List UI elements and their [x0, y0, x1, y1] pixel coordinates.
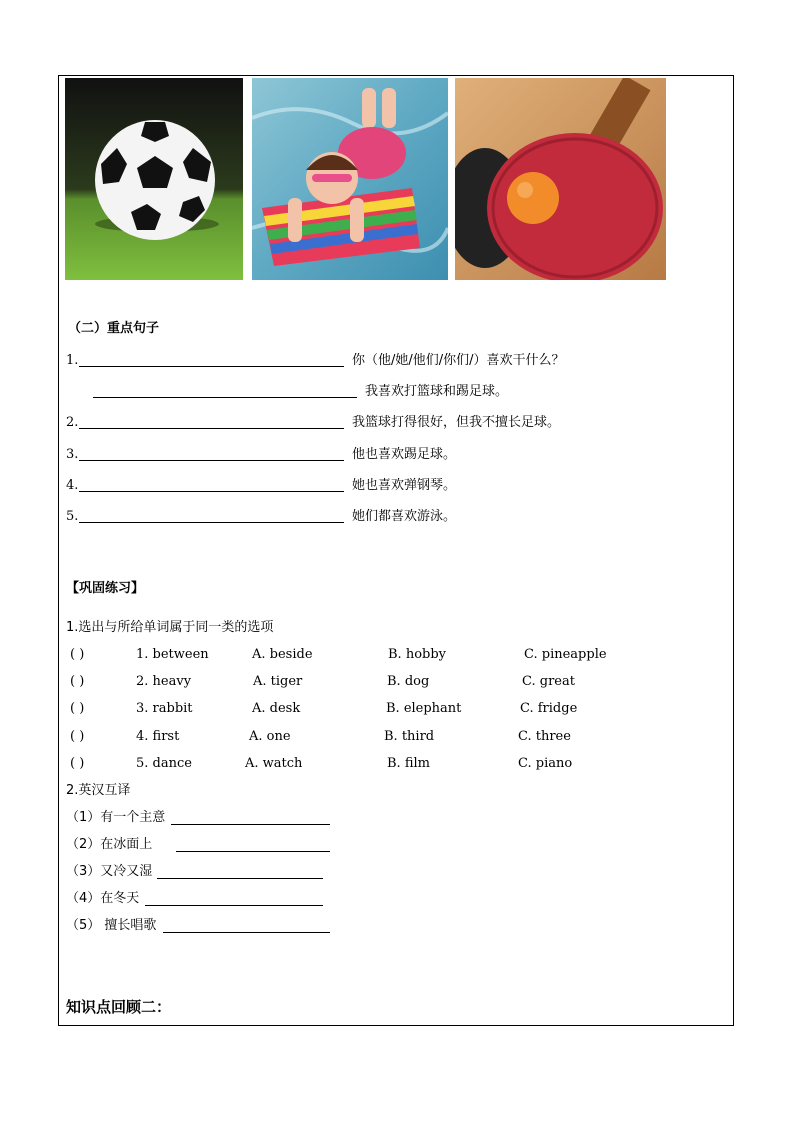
- row-4-question: 4. first: [136, 729, 180, 744]
- sentence-5-chinese: 她们都喜欢游泳。: [352, 509, 457, 524]
- section-1-title: 1.选出与所给单词属于同一类的选项: [66, 620, 274, 635]
- translate-2-label: （2）在冰面上: [66, 837, 153, 852]
- translate-2-blank[interactable]: [176, 851, 330, 852]
- swimming-girl-photo: [252, 78, 448, 280]
- sentence-3-number: 3.: [66, 447, 79, 462]
- row-4-option-a[interactable]: A. one: [249, 729, 291, 744]
- row-5-option-b[interactable]: B. film: [387, 756, 430, 771]
- sentence-2-chinese: 我篮球打得很好，但我不擅长足球。: [352, 415, 561, 430]
- row-3-option-a[interactable]: A. desk: [252, 701, 301, 716]
- translate-3-label: （3）又冷又湿: [66, 864, 153, 879]
- sentence-2-number: 2.: [66, 415, 79, 430]
- row-2-option-a[interactable]: A. tiger: [253, 674, 303, 689]
- sentence-3-blank[interactable]: [79, 460, 344, 461]
- row-1-option-c[interactable]: C. pineapple: [524, 647, 607, 662]
- row-4-option-b[interactable]: B. third: [384, 729, 435, 744]
- row-5-option-c[interactable]: C. piano: [518, 756, 573, 771]
- row-1-answer-blank[interactable]: ( ): [70, 647, 85, 662]
- translate-5-blank[interactable]: [163, 932, 330, 933]
- sentence-1-chinese: 你（他/她/他们/你们/）喜欢干什么？: [352, 353, 565, 368]
- ping-pong-photo: [455, 78, 666, 280]
- sentence-4-chinese: 她也喜欢弹钢琴。: [352, 478, 457, 493]
- sentence-1-number: 1.: [66, 353, 79, 368]
- row-4-option-c[interactable]: C. three: [518, 729, 571, 744]
- translate-1-blank[interactable]: [171, 824, 330, 825]
- translate-3-blank[interactable]: [157, 878, 323, 879]
- row-1-option-a[interactable]: A. beside: [252, 647, 313, 662]
- sentence-2-blank[interactable]: [79, 428, 344, 429]
- sentence-4-blank[interactable]: [79, 491, 344, 492]
- sentence-5-number: 5.: [66, 509, 79, 524]
- sentence-1-blank[interactable]: [79, 366, 344, 367]
- row-3-answer-blank[interactable]: ( ): [70, 701, 85, 716]
- key-sentences-heading: （二）重点句子: [68, 321, 160, 336]
- sentence-3-chinese: 他也喜欢踢足球。: [352, 447, 457, 462]
- row-2-option-c[interactable]: C. great: [522, 674, 575, 689]
- soccer-ball-photo: [65, 78, 243, 280]
- review-heading: 知识点回顾二：: [66, 998, 172, 1016]
- row-1-question: 1. between: [136, 647, 209, 662]
- sentence-5-blank[interactable]: [79, 522, 344, 523]
- row-3-question: 3. rabbit: [136, 701, 193, 716]
- practice-heading: 【巩固练习】: [66, 581, 145, 596]
- row-3-option-c[interactable]: C. fridge: [520, 701, 578, 716]
- row-5-question: 5. dance: [136, 756, 192, 771]
- row-2-option-b[interactable]: B. dog: [387, 674, 430, 689]
- sentence-1b-blank[interactable]: [93, 397, 357, 398]
- row-5-answer-blank[interactable]: ( ): [70, 756, 85, 771]
- translate-5-label: （5） 擅长唱歌: [66, 918, 157, 933]
- sentence-4-number: 4.: [66, 478, 79, 493]
- row-3-option-b[interactable]: B. elephant: [386, 701, 462, 716]
- translate-4-blank[interactable]: [145, 905, 323, 906]
- section-2-title: 2.英汉互译: [66, 783, 131, 798]
- translate-1-label: （1）有一个主意: [66, 810, 166, 825]
- row-5-option-a[interactable]: A. watch: [245, 756, 303, 771]
- row-4-answer-blank[interactable]: ( ): [70, 729, 85, 744]
- sentence-1b-chinese: 我喜欢打篮球和踢足球。: [365, 384, 509, 399]
- row-2-answer-blank[interactable]: ( ): [70, 674, 85, 689]
- row-2-question: 2. heavy: [136, 674, 192, 689]
- row-1-option-b[interactable]: B. hobby: [388, 647, 447, 662]
- translate-4-label: （4）在冬天: [66, 891, 140, 906]
